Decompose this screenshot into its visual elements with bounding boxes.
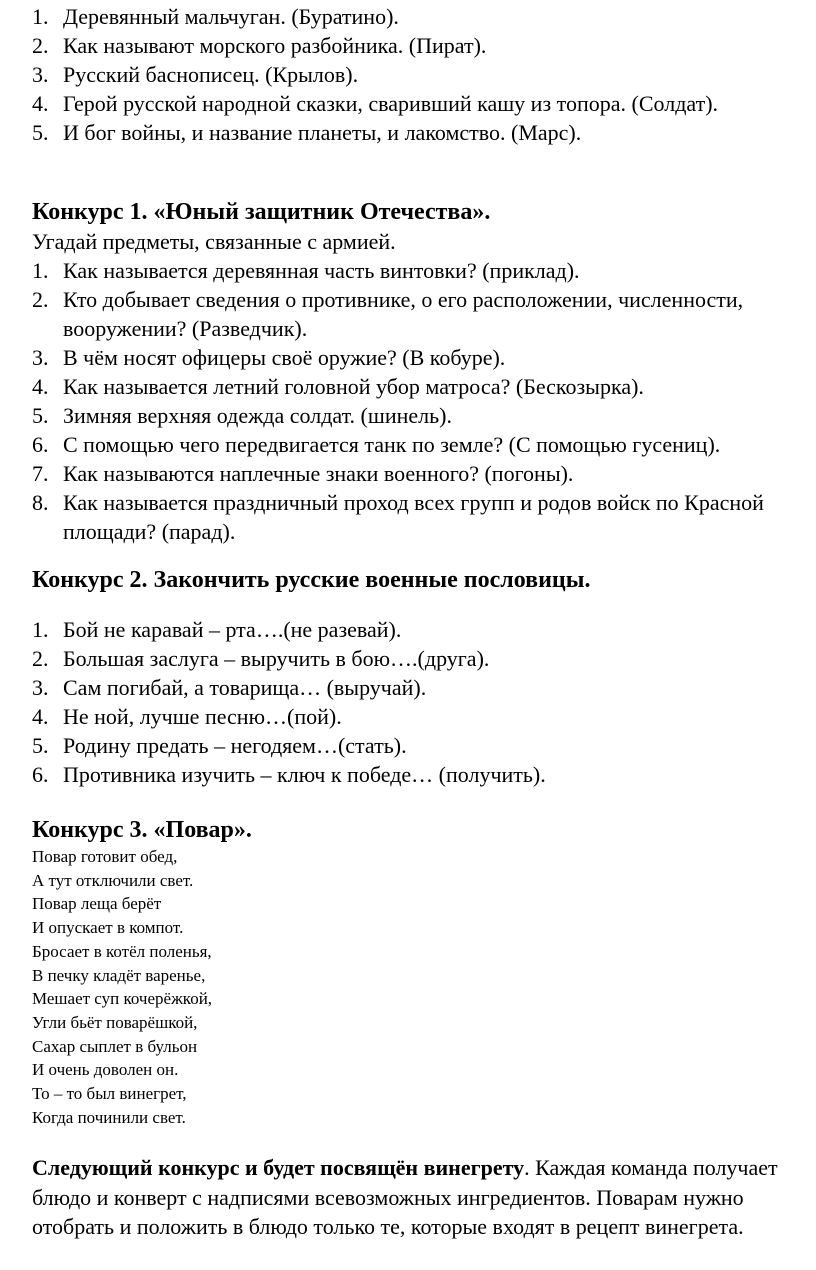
list-item: 3. Русский баснописец. (Крылов). <box>32 62 359 87</box>
list-item-text: Как называются наплечные знаки военного? (погоны). <box>63 461 574 486</box>
list-item-text: Бой не каравай – рта….(не разевай). <box>63 617 402 642</box>
poem-line: Повар леща берёт <box>32 894 162 914</box>
list-item: 2. Кто добывает сведения о противнике, о его расположении, численности, вооружении? (Разведчик). <box>32 287 744 341</box>
poem-line: И очень доволен он. <box>32 1060 179 1080</box>
list-item: 3. В чём носят офицеры своё оружие? (В кобуре). <box>32 345 506 370</box>
list-item-text: Противника изучить – ключ к победе… (получить). <box>63 762 546 787</box>
intro-list <box>0 2 816 147</box>
contest-2-section <box>0 565 816 789</box>
list-item: 7. Как называются наплечные знаки военного? (погоны). <box>32 461 574 486</box>
final-bold-text: Следующий конкурс и будет посвящён винегрету <box>32 1155 525 1180</box>
list-item-text: С помощью чего передвигается танк по земле? (С помощью гусениц). <box>63 432 721 457</box>
list-item-text: Русский баснописец. (Крылов). <box>63 62 359 87</box>
list-item: 2. Как называют морского разбойника. (Пират). <box>32 33 487 58</box>
poem-line: Повар готовит обед, <box>32 847 178 866</box>
poem-line: Сахар сыплет в бульон <box>32 1036 198 1056</box>
list-item: 4. Герой русской народной сказки, сваривший кашу из топора. (Солдат). <box>32 91 719 116</box>
list-item-text: Не ной, лучше песню…(пой). <box>63 704 342 729</box>
list-item-text: Родину предать – негодяем…(стать). <box>63 733 407 758</box>
list-item-text: Деревянный мальчуган. (Буратино). <box>63 4 399 29</box>
contest-3-section <box>0 815 816 1129</box>
list-item-text: Герой русской народной сказки, сваривший кашу из топора. (Солдат). <box>63 91 719 116</box>
poem-line: Бросает в котёл поленья, <box>32 941 212 961</box>
final-paragraph <box>0 1153 816 1242</box>
poem <box>0 845 816 1129</box>
poem-line: Когда починили свет. <box>32 1107 186 1127</box>
final-text: . Каждая команда получает блюдо и конверт с надписями всевозможных ингредиентов. Поварам нужно отобрать и положить в блюдо только те, которые входят в рецепт винегрета. <box>32 1155 778 1239</box>
list-item-text: В чём носят офицеры своё оружие? (В кобуре). <box>63 345 506 370</box>
list-item: 1. Деревянный мальчуган. (Буратино). <box>32 4 399 29</box>
list-item: 4. Как называется летний головной убор матроса? (Бескозырка). <box>32 374 644 399</box>
list-item-text: Как называется деревянная часть винтовки? (приклад). <box>63 258 580 283</box>
final-section <box>0 1153 816 1242</box>
poem-line: Мешает суп кочерёжкой, <box>32 989 213 1009</box>
list-item-text: Сам погибай, а товарища… (выручай). <box>63 675 427 700</box>
poem-line: В печку кладёт варенье, <box>32 965 206 985</box>
list-item: 2. Большая заслуга – выручить в бою….(друга). <box>32 646 490 671</box>
poem-line: Угли бьёт поварёшкой, <box>32 1012 198 1032</box>
poem-line: То – то был винегрет, <box>32 1084 187 1104</box>
contest-1-intro: Угадай предметы, связанные с армией. <box>32 229 396 254</box>
list-item: 5. Зимняя верхняя одежда солдат. (шинель). <box>32 403 452 428</box>
list-item-text: Большая заслуга – выручить в бою….(друга). <box>63 646 490 671</box>
contest-1-section <box>0 197 816 546</box>
list-item: 8. Как называется праздничный проход всех групп и родов войск по Красной площади? (парад). <box>32 490 764 544</box>
list-item: 1. Бой не каравай – рта….(не разевай). <box>32 617 402 642</box>
list-item-text: Зимняя верхняя одежда солдат. (шинель). <box>63 403 452 428</box>
list-item: 1. Как называется деревянная часть винтовки? (приклад). <box>32 258 580 283</box>
list-item: 6. С помощью чего передвигается танк по земле? (С помощью гусениц). <box>32 432 721 457</box>
list-item: 3. Сам погибай, а товарища… (выручай). <box>32 675 427 700</box>
list-item: 5. Родину предать – негодяем…(стать). <box>32 733 407 758</box>
list-item-text: Как называют морского разбойника. (Пират). <box>63 33 487 58</box>
contest-1-title: Конкурс 1. «Юный защитник Отечества». <box>32 199 491 225</box>
list-item-text: Как называется праздничный проход всех групп и родов войск по Красной площади? (парад). <box>63 490 764 544</box>
list-item: 6. Противника изучить – ключ к победе… (получить). <box>32 762 546 787</box>
contest-2-title: Конкурс 2. Закончить русские военные пословицы. <box>32 567 591 593</box>
list-item-text: Как называется летний головной убор матроса? (Бескозырка). <box>63 374 644 399</box>
poem-line: А тут отключили свет. <box>32 870 194 890</box>
list-item-text: И бог войны, и название планеты, и лакомство. (Марс). <box>63 120 582 145</box>
list-item: 4. Не ной, лучше песню…(пой). <box>32 704 342 729</box>
list-item-text: Кто добывает сведения о противнике, о его расположении, численности, вооружении? (Разведчик). <box>63 287 744 341</box>
list-item: 5. И бог войны, и название планеты, и лакомство. (Марс). <box>32 120 582 145</box>
contest-3-title: Конкурс 3. «Повар». <box>32 817 252 843</box>
poem-line: И опускает в компот. <box>32 918 184 938</box>
